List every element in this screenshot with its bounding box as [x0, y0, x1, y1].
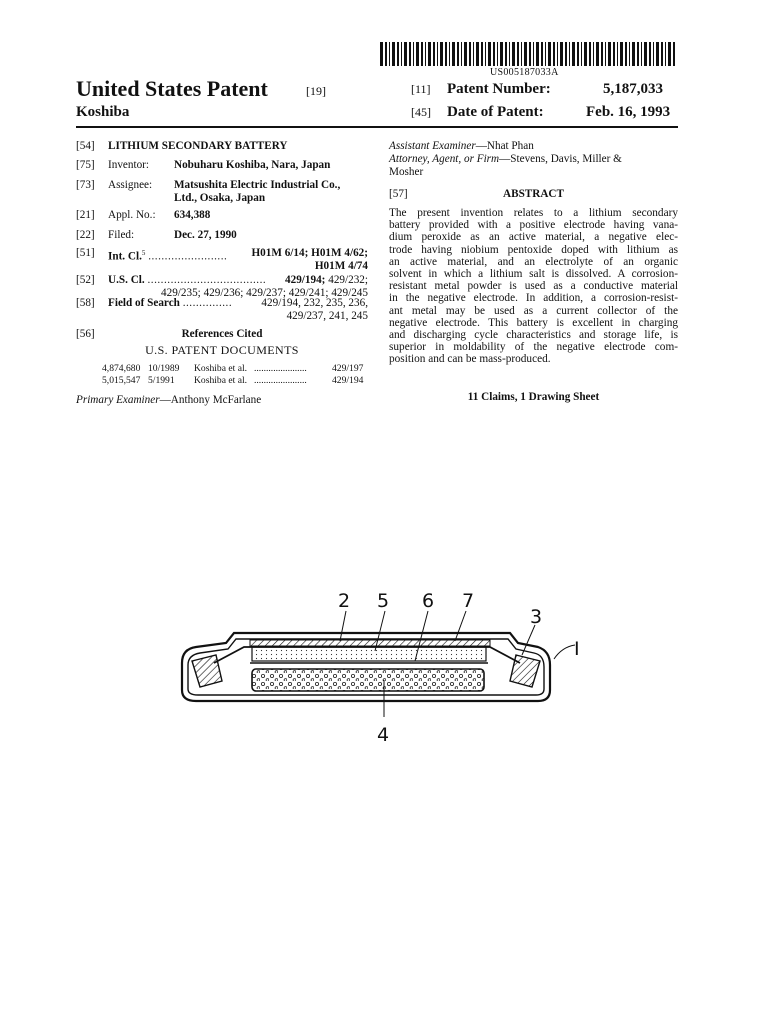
refs-tag: [56] — [76, 328, 95, 340]
intcl-label: Int. Cl. — [108, 250, 142, 263]
label-6: 6 — [422, 590, 435, 612]
top-plate — [250, 640, 490, 646]
abstract-line: an active material, and an electrolyte of an organic — [389, 255, 678, 268]
barcode-bar — [665, 42, 666, 66]
barcode-bar — [481, 42, 483, 66]
barcode-bar — [593, 42, 594, 66]
title-tag: [19] — [306, 84, 326, 98]
abstract-line: ant metal may be used as a current collector of the — [389, 304, 678, 317]
filed-value: Dec. 27, 1990 — [174, 229, 237, 241]
abstract-line: solvent in which a lithium salt is dissolved. A corrosion- — [389, 268, 678, 281]
reference-inventor: Koshiba et al. — [194, 363, 248, 374]
barcode-bar — [392, 42, 395, 66]
abstract-line: and discharging cycle characteristics and storage life, is — [389, 329, 678, 342]
reference-date: 10/1989 — [148, 363, 180, 374]
abstract-line: resistant metal powder is used as a conductive material — [389, 280, 678, 293]
barcode-bar — [389, 42, 390, 66]
document-number: US005187033A — [490, 67, 559, 78]
filed-label: Filed: — [108, 229, 135, 241]
abstract-line: The present invention relates to a lithium secondary — [389, 207, 678, 219]
uscl-label: U.S. Cl. — [108, 274, 145, 286]
barcode-bar — [428, 42, 431, 66]
abstract-title: ABSTRACT — [503, 188, 564, 200]
abstract-line: position and can be mass-produced. — [389, 353, 551, 366]
attorney-label: Attorney, Agent, or Firm — [389, 153, 500, 165]
filed-tag: [22] — [76, 229, 95, 241]
barcode-bar — [409, 42, 411, 66]
abstract-column — [389, 140, 678, 410]
barcode-bar — [553, 42, 555, 66]
uscl-line1 — [285, 274, 368, 287]
reference-class: 429/194 — [332, 375, 364, 386]
assistant-examiner — [389, 140, 534, 153]
barcode-bar — [385, 42, 387, 66]
barcode-bar — [401, 42, 402, 66]
barcode-bar — [485, 42, 486, 66]
barcode-bar — [421, 42, 423, 66]
barcode-bar — [505, 42, 507, 66]
intcl-label-wrap — [108, 247, 227, 264]
appl-tag: [21] — [76, 209, 95, 221]
barcode-bar — [517, 42, 519, 66]
uscl-dots: .................................... — [147, 274, 267, 286]
assistant-examiner-value: —Nhat Phan — [475, 140, 534, 152]
abstract-line: negative electrode. This battery is excellent in charging — [389, 316, 678, 329]
barcode-bar — [404, 42, 407, 66]
search-line2: 429/237, 241, 245 — [286, 310, 368, 322]
barcode-bar — [476, 42, 479, 66]
page-title: United States Patent — [76, 76, 268, 101]
label-7: 7 — [462, 590, 475, 612]
patent-date: Feb. 16, 1993 — [586, 104, 671, 120]
intcl-tag: [51] — [76, 247, 95, 259]
uscl-line2: 429/235; 429/236; 429/237; 429/241; 429/245 — [161, 287, 368, 299]
assignee-tag: [73] — [76, 179, 95, 191]
refs-subtitle: U.S. PATENT DOCUMENTS — [145, 343, 299, 357]
patent-number: 5,187,033 — [603, 81, 663, 97]
barcode-bar — [437, 42, 438, 66]
barcode-bar — [497, 42, 498, 66]
barcode — [380, 42, 678, 66]
assignee-line2: Ltd., Osaka, Japan — [174, 192, 266, 204]
barcode-bar — [565, 42, 567, 66]
search-tag: [58] — [76, 297, 95, 309]
barcode-bar — [512, 42, 515, 66]
uscl-secondary: 429/232; — [328, 274, 368, 286]
battery-cross-section-drawing — [170, 585, 590, 745]
invention-title: LITHIUM SECONDARY BATTERY — [108, 140, 288, 152]
barcode-bar — [644, 42, 647, 66]
reference-inventor: Koshiba et al. — [194, 375, 248, 386]
abstract-tag: [57] — [389, 188, 408, 200]
abstract-body — [389, 207, 678, 366]
barcode-bar — [617, 42, 618, 66]
assistant-examiner-label: Assistant Examiner — [389, 140, 476, 152]
bibliographic-column — [76, 140, 368, 410]
search-line1: 429/194, 232, 235, 236, — [261, 297, 368, 309]
barcode-bar — [457, 42, 459, 66]
barcode-bar — [461, 42, 462, 66]
refs-title: References Cited — [181, 328, 263, 340]
barcode-bar — [509, 42, 510, 66]
attorney — [389, 153, 622, 166]
primary-examiner — [76, 394, 368, 407]
barcode-bar — [473, 42, 474, 66]
barcode-bar — [629, 42, 630, 66]
barcode-bar — [649, 42, 651, 66]
barcode-bar — [541, 42, 543, 66]
date-tag: [45] — [411, 105, 431, 119]
claims-summary: 11 Claims, 1 Drawing Sheet — [467, 391, 600, 403]
abstract-line: superior in moldability of the negative electrode com- — [389, 341, 678, 354]
barcode-bar — [521, 42, 522, 66]
barcode-bar — [433, 42, 435, 66]
barcode-bar — [620, 42, 623, 66]
barcode-bar — [469, 42, 471, 66]
barcode-bar — [545, 42, 546, 66]
intcl-sup: 5 — [141, 249, 146, 257]
barcode-bar — [572, 42, 575, 66]
search-dots: ............... — [182, 297, 233, 309]
gasket-left — [192, 655, 222, 687]
barcode-bar — [413, 42, 414, 66]
label-5: 5 — [377, 590, 390, 612]
inventor-label: Inventor: — [108, 159, 150, 171]
appl-label: Appl. No.: — [108, 209, 156, 221]
appl-value: 634,388 — [174, 209, 211, 221]
assignee-line1: Matsushita Electric Industrial Co., — [174, 179, 341, 191]
reference-date: 5/1991 — [148, 375, 175, 386]
barcode-bar — [601, 42, 603, 66]
intcl-line2: H01M 4/74 — [314, 260, 368, 272]
reference-dots: ...................... — [254, 375, 307, 386]
barcode-bar — [500, 42, 503, 66]
barcode-bar — [452, 42, 455, 66]
reference-dots: ...................... — [254, 363, 307, 374]
uscl-tag: [52] — [76, 274, 95, 286]
barcode-bar — [632, 42, 635, 66]
barcode-bar — [557, 42, 558, 66]
barcode-bar — [653, 42, 654, 66]
patent-number-tag: [11] — [411, 82, 431, 96]
inventor-tag: [75] — [76, 159, 95, 171]
primary-examiner-label: Primary Examiner — [76, 394, 160, 406]
barcode-bar — [641, 42, 642, 66]
barcode-bar — [569, 42, 570, 66]
barcode-bar — [589, 42, 591, 66]
patent-number-label: Patent Number: — [447, 81, 551, 97]
barcode-bar — [560, 42, 563, 66]
search-label-wrap — [108, 297, 232, 310]
barcode-bar — [529, 42, 531, 66]
abstract-line: dium peroxide as an active material, a negative elec- — [389, 231, 678, 244]
inventor-value: Nobuharu Koshiba, Nara, Japan — [174, 159, 331, 171]
inventor-surname: Koshiba — [76, 104, 130, 120]
barcode-bar — [536, 42, 539, 66]
uscl-primary: 429/194; — [285, 274, 326, 286]
reference-number: 4,874,680 — [102, 363, 141, 374]
barcode-bar — [488, 42, 491, 66]
label-2: 2 — [338, 590, 351, 612]
barcode-bar — [533, 42, 534, 66]
barcode-bar — [416, 42, 419, 66]
barcode-bar — [548, 42, 551, 66]
barcode-bar — [668, 42, 671, 66]
reference-class: 429/197 — [332, 363, 364, 374]
date-row — [411, 104, 544, 121]
assignee-label: Assignee: — [108, 179, 153, 191]
barcode-bar — [440, 42, 443, 66]
barcode-bar — [445, 42, 447, 66]
barcode-bar — [581, 42, 582, 66]
date-label: Date of Patent: — [447, 104, 544, 120]
intcl-line1: H01M 6/14; H01M 4/62; — [251, 247, 368, 259]
barcode-bar — [397, 42, 399, 66]
attorney-line1: —Stevens, Davis, Miller & — [499, 153, 622, 165]
barcode-bar — [493, 42, 495, 66]
uscl-label-wrap — [108, 274, 266, 287]
negative-electrode — [252, 669, 484, 691]
reference-number: 5,015,547 — [102, 375, 141, 386]
positive-electrode — [252, 647, 486, 661]
barcode-bar — [596, 42, 599, 66]
label-1: I — [574, 638, 580, 660]
barcode-bar — [625, 42, 627, 66]
abstract-line: battery provided with a positive electrode having vana- — [389, 219, 678, 232]
abstract-line: in the negative electrode. In addition, a corrosion-resist- — [389, 292, 678, 305]
barcode-bar — [464, 42, 467, 66]
barcode-bar — [637, 42, 639, 66]
barcode-bar — [577, 42, 579, 66]
barcode-bar — [613, 42, 615, 66]
title-field-tag: [54] — [76, 140, 95, 152]
barcode-bar — [425, 42, 426, 66]
barcode-bar — [673, 42, 675, 66]
attorney-line2: Mosher — [389, 166, 424, 178]
barcode-bar — [656, 42, 659, 66]
label-4: 4 — [377, 724, 390, 745]
barcode-bar — [584, 42, 587, 66]
search-label: Field of Search — [108, 297, 180, 309]
barcode-bar — [449, 42, 450, 66]
barcode-bar — [605, 42, 606, 66]
intcl-dots: ........................ — [148, 250, 228, 263]
label-3: 3 — [530, 606, 543, 628]
primary-examiner-value: —Anthony McFarlane — [159, 394, 262, 406]
header-divider — [76, 126, 678, 128]
barcode-bar — [661, 42, 663, 66]
barcode-bar — [608, 42, 611, 66]
barcode-bar — [380, 42, 383, 66]
abstract-line: trode having niobium pentoxide doped with lithium as — [389, 243, 678, 256]
patent-number-row — [411, 81, 551, 98]
barcode-bar — [524, 42, 527, 66]
